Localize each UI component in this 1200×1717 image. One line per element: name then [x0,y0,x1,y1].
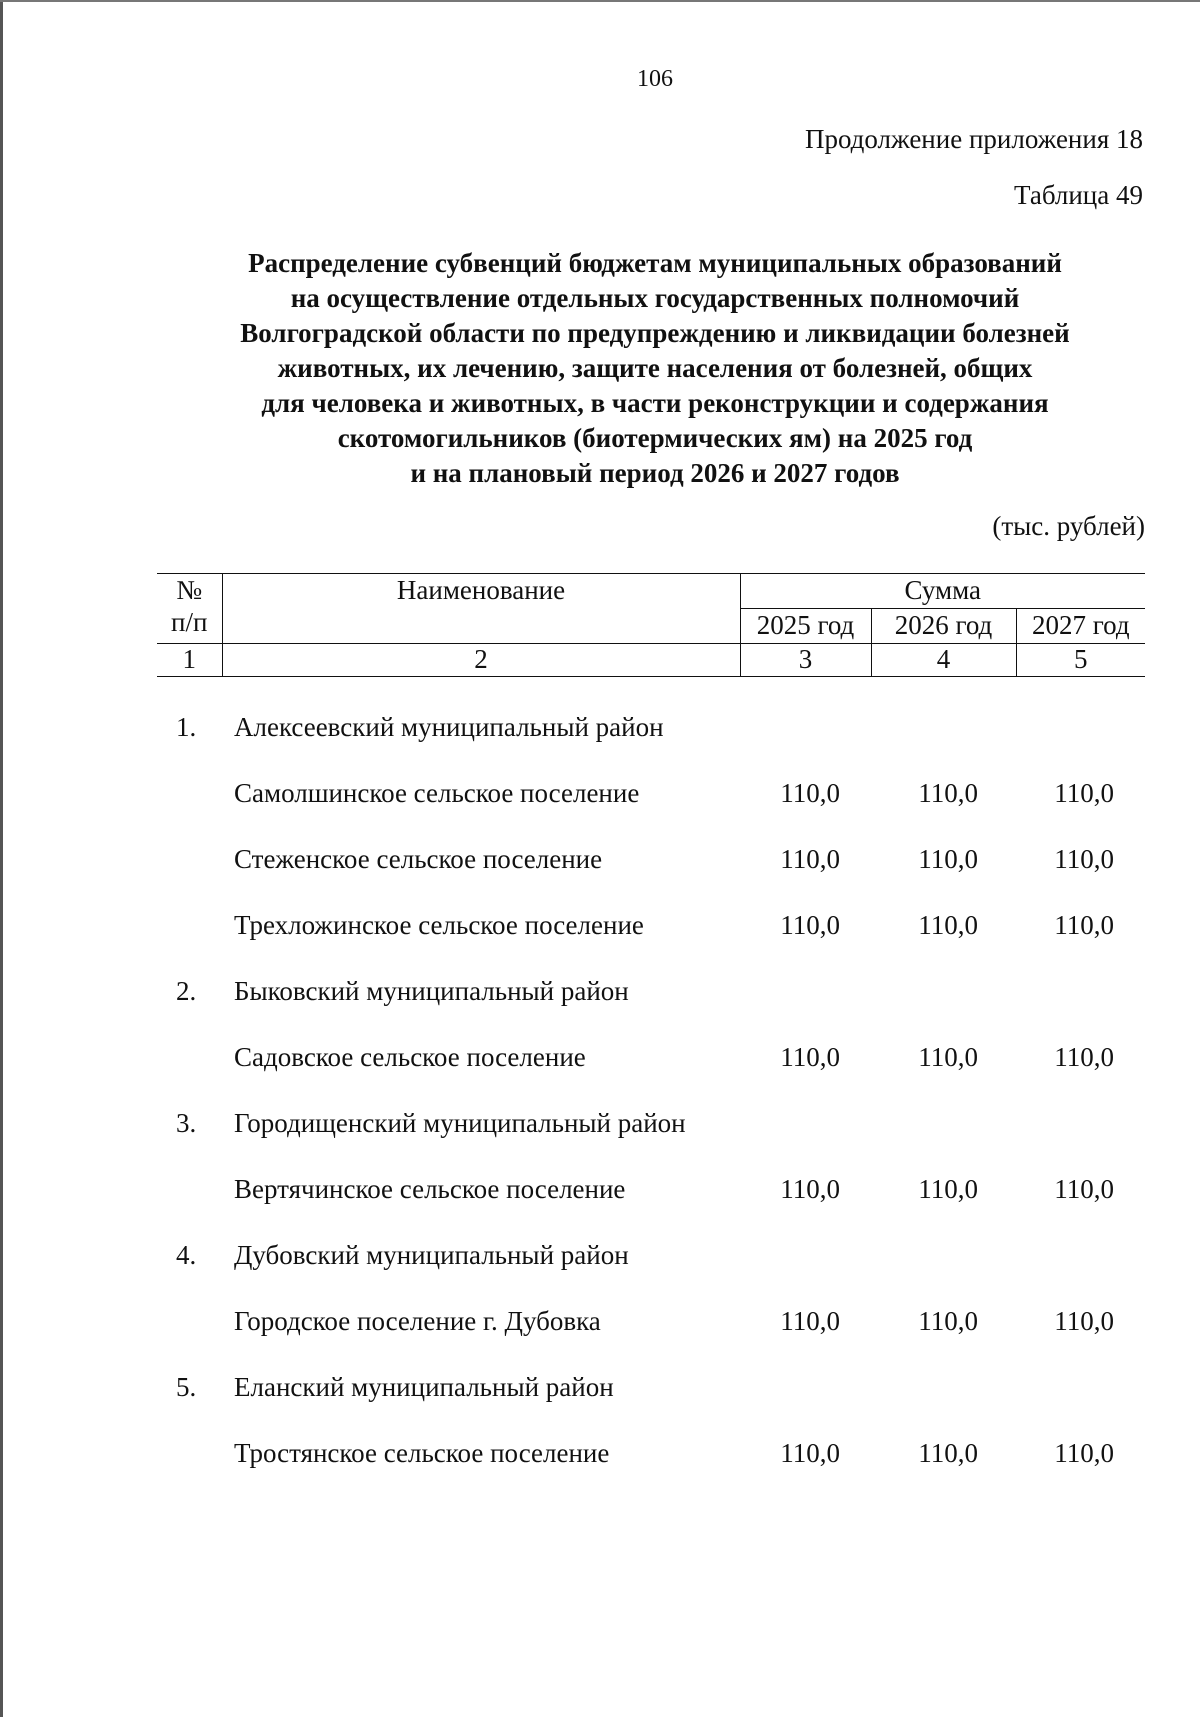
value-2025: 110,0 [780,1042,840,1072]
value-2025: 110,0 [780,910,840,940]
value-2025: 110,0 [780,1174,840,1204]
header-number-abbrev: п/п [171,607,208,637]
appendix-reference: Продолжение приложения 18 [804,124,1143,154]
row-name: Алексеевский муниципальный район [234,712,664,742]
value-2027: 110,0 [1054,1174,1114,1204]
value-2026: 110,0 [918,1306,978,1336]
table-row [0,778,1200,818]
row-name: Самолшинское сельское поселение [234,778,640,808]
value-2027: 110,0 [1054,778,1114,808]
value-2026: 110,0 [918,1438,978,1468]
row-name: Вертячинское сельское поселение [234,1174,626,1204]
row-number: 2. [176,976,197,1006]
header-sum: Сумма [740,574,1145,609]
header-number-symbol: № [176,575,203,605]
value-2027: 110,0 [1054,910,1114,940]
column-number-5: 5 [1016,644,1145,677]
units-label: (тыс. рублей) [992,511,1145,541]
row-name: Городское поселение г. Дубовка [234,1306,601,1336]
column-number-1: 1 [157,644,222,677]
header-year-2027: 2027 год [1016,609,1145,644]
table-row [0,1042,1200,1082]
value-2025: 110,0 [780,844,840,874]
scan-edge-top [0,0,1200,2]
title-line: и на плановый период 2026 и 2027 годов [410,458,900,488]
row-number: 1. [176,712,197,742]
row-name: Стеженское сельское поселение [234,844,603,874]
row-name: Городищенский муниципальный район [234,1108,686,1138]
table-row [0,1108,1200,1148]
value-2025: 110,0 [780,778,840,808]
table-row [0,1174,1200,1214]
page-number: 106 [637,66,673,92]
title-line: Распределение субвенций бюджетам муниципальных образований [248,248,1062,278]
value-2026: 110,0 [918,910,978,940]
table-row [0,976,1200,1016]
table-row [0,1438,1200,1478]
table-row [0,1306,1200,1346]
row-number: 5. [176,1372,197,1402]
table-header [157,573,1145,677]
title-line: скотомогильников (биотермических ям) на 2025 год [337,423,973,453]
table-row [0,844,1200,884]
column-number-4: 4 [871,644,1016,677]
row-name: Тростянское сельское поселение [234,1438,610,1468]
column-number-2: 2 [222,644,740,677]
row-name: Трехложинское сельское поселение [234,910,644,940]
row-number: 3. [176,1108,197,1138]
row-name: Садовское сельское поселение [234,1042,586,1072]
title-line: на осуществление отдельных государственных полномочий [290,283,1020,313]
value-2027: 110,0 [1054,1042,1114,1072]
title-line: животных, их лечению, защите населения от болезней, общих [277,353,1033,383]
value-2026: 110,0 [918,844,978,874]
table-row [0,1240,1200,1280]
value-2025: 110,0 [780,1438,840,1468]
title-line: для человека и животных, в части реконструкции и содержания [261,388,1049,418]
value-2026: 110,0 [918,1042,978,1072]
value-2026: 110,0 [918,778,978,808]
value-2027: 110,0 [1054,844,1114,874]
value-2025: 110,0 [780,1306,840,1336]
value-2026: 110,0 [918,1174,978,1204]
header-year-2026: 2026 год [871,609,1016,644]
value-2027: 110,0 [1054,1438,1114,1468]
table-row [0,1372,1200,1412]
table-row [0,712,1200,752]
row-number: 4. [176,1240,197,1270]
header-number-cell [157,574,222,644]
row-name: Еланский муниципальный район [234,1372,614,1402]
row-name: Дубовский муниципальный район [234,1240,629,1270]
column-number-3: 3 [740,644,871,677]
document-title [170,246,1140,491]
title-line: Волгоградской области по предупреждению и ликвидации болезней [240,318,1070,348]
header-name: Наименование [222,574,740,644]
row-name: Быковский муниципальный район [234,976,629,1006]
value-2027: 110,0 [1054,1306,1114,1336]
table-row [0,910,1200,950]
table-reference: Таблица 49 [1014,180,1143,210]
header-year-2025: 2025 год [740,609,871,644]
